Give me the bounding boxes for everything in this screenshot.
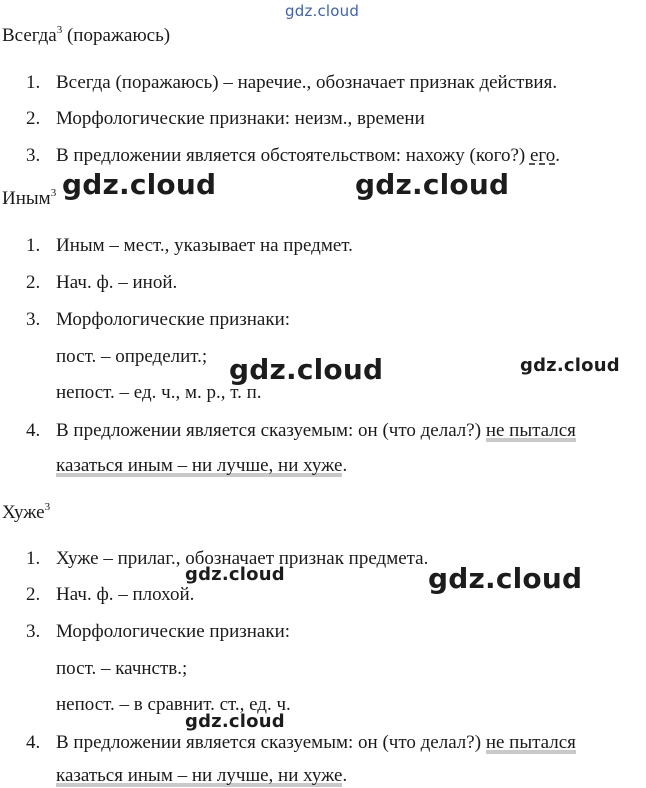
heading-sup: 3	[44, 501, 51, 513]
highlighted-phrase: не пытался	[485, 420, 576, 441]
item-number: 3.	[26, 145, 41, 166]
watermark: gdz.cloud	[229, 353, 384, 386]
heading-word: Иным	[2, 188, 51, 209]
punctuation: .	[555, 145, 560, 166]
section-heading-vsegda	[2, 25, 170, 47]
watermark: gdz.cloud	[355, 168, 510, 201]
list-subitem: непост. – в сравнит. ст., ед. ч.	[56, 694, 291, 715]
list-item: Морфологические признаки:	[56, 309, 291, 330]
list-item: Хуже – прилаг., обозначает признак предмета.	[56, 548, 429, 569]
list-item-continuation	[56, 765, 347, 787]
heading-note: (поражаюсь)	[62, 25, 171, 46]
punctuation: .	[342, 455, 348, 476]
list-subitem: пост. – качнств.;	[56, 658, 188, 679]
item-text: В предложении является обстоятельством: нахожу (кого?)	[56, 145, 530, 166]
highlighted-phrase: не пытался	[485, 732, 576, 753]
highlighted-phrase: казаться иным – ни лучше, ни хуже	[56, 765, 343, 786]
list-item	[56, 145, 560, 167]
list-item: Иным – мест., указывает на предмет.	[56, 235, 353, 256]
watermark: gdz.cloud	[428, 562, 583, 595]
dashed-word: его	[529, 145, 556, 166]
heading-word: Всегда	[2, 25, 57, 46]
watermark: gdz.cloud	[520, 355, 620, 376]
list-item-continuation	[56, 455, 347, 477]
list-subitem: непост. – ед. ч., м. р., т. п.	[56, 382, 262, 403]
item-number: 4.	[26, 732, 41, 753]
item-number: 2.	[26, 272, 41, 293]
list-item: Всегда (поражаюсь) – наречие., обозначает признак действия.	[56, 72, 558, 93]
section-heading-khuzhe	[2, 502, 50, 524]
section-heading-inym	[2, 188, 56, 210]
heading-word: Хуже	[2, 502, 45, 523]
item-text: В предложении является сказуемым: он (что делал?)	[56, 732, 486, 753]
item-number: 1.	[26, 235, 41, 256]
item-number: 3.	[26, 309, 41, 330]
item-number: 2.	[26, 108, 41, 129]
heading-sup: 3	[56, 24, 63, 36]
list-item: Морфологические признаки: неизм., времени	[56, 108, 425, 129]
list-item	[56, 420, 576, 442]
item-text: В предложении является сказуемым: он (что делал?)	[56, 420, 486, 441]
watermark-top: gdz.cloud	[285, 2, 360, 20]
punctuation: .	[342, 765, 348, 786]
watermark: gdz.cloud	[62, 168, 217, 201]
list-subitem: пост. – определит.;	[56, 346, 208, 367]
watermark: gdz.cloud	[185, 564, 285, 585]
list-item	[56, 732, 576, 754]
list-item: Нач. ф. – плохой.	[56, 584, 195, 605]
item-number: 1.	[26, 548, 41, 569]
item-number: 4.	[26, 420, 41, 441]
highlighted-phrase: казаться иным – ни лучше, ни хуже	[56, 455, 343, 476]
item-number: 1.	[26, 72, 41, 93]
item-number: 2.	[26, 584, 41, 605]
list-item: Морфологические признаки:	[56, 621, 291, 642]
watermark: gdz.cloud	[185, 711, 285, 732]
heading-sup: 3	[50, 187, 57, 199]
item-number: 3.	[26, 621, 41, 642]
list-item: Нач. ф. – иной.	[56, 272, 178, 293]
